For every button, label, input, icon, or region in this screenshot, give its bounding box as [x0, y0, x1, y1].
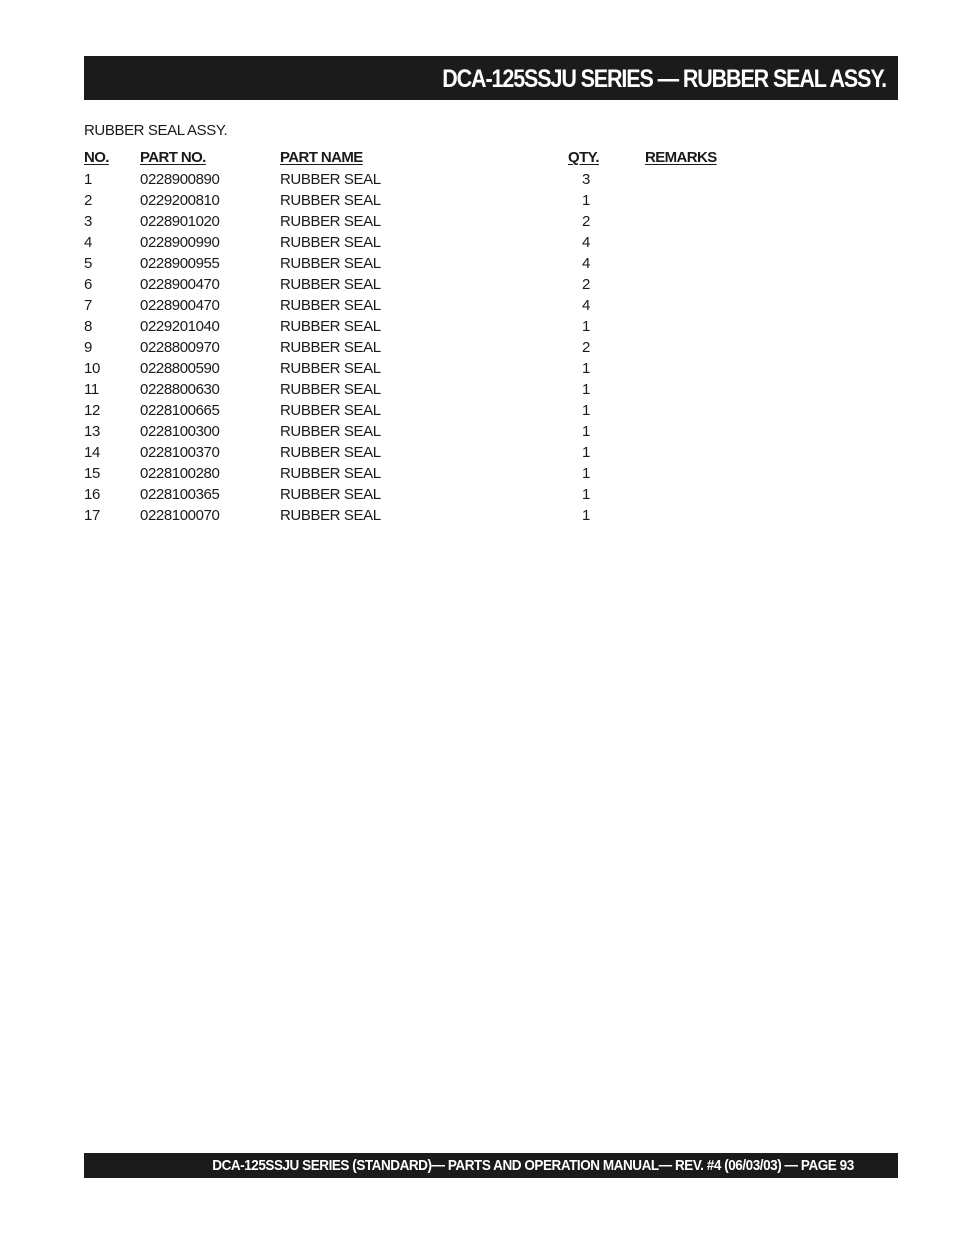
cell-part-no: 0229200810 [140, 192, 220, 209]
cell-part-no: 0228100280 [140, 465, 220, 482]
page-title: DCA-125SSJU SERIES — RUBBER SEAL ASSY. [442, 65, 886, 93]
cell-part-no: 0228100300 [140, 423, 220, 440]
cell-no: 3 [84, 213, 92, 230]
cell-part-no: 0228900470 [140, 276, 220, 293]
cell-part-no: 0228100070 [140, 507, 220, 524]
cell-qty: 1 [582, 507, 590, 524]
parts-table [84, 148, 744, 526]
page-footer-text: DCA-125SSJU SERIES (STANDARD)— PARTS AND OPERATION MANUAL— REV. #4 (06/03/03) — PAGE 93 [212, 1157, 854, 1174]
table-row [84, 484, 744, 505]
cell-part-name: RUBBER SEAL [280, 423, 381, 440]
cell-no: 6 [84, 276, 92, 293]
cell-part-name: RUBBER SEAL [280, 339, 381, 356]
table-row [84, 232, 744, 253]
table-row [84, 295, 744, 316]
table-row [84, 463, 744, 484]
column-header-part-name: PART NAME [280, 149, 363, 166]
cell-qty: 1 [582, 360, 590, 377]
cell-no: 10 [84, 360, 100, 377]
cell-part-name: RUBBER SEAL [280, 486, 381, 503]
cell-part-no: 0228901020 [140, 213, 220, 230]
table-row [84, 358, 744, 379]
cell-part-name: RUBBER SEAL [280, 255, 381, 272]
cell-no: 2 [84, 192, 92, 209]
table-row [84, 400, 744, 421]
column-header-remarks: REMARKS [645, 149, 717, 166]
table-header-row [84, 148, 744, 168]
cell-qty: 4 [582, 297, 590, 314]
table-body [84, 169, 744, 526]
table-row [84, 442, 744, 463]
cell-part-no: 0229201040 [140, 318, 220, 335]
table-row [84, 316, 744, 337]
cell-qty: 2 [582, 339, 590, 356]
cell-part-no: 0228800590 [140, 360, 220, 377]
cell-qty: 1 [582, 444, 590, 461]
cell-part-name: RUBBER SEAL [280, 297, 381, 314]
table-row [84, 505, 744, 526]
column-header-part-no: PART NO. [140, 149, 206, 166]
cell-no: 13 [84, 423, 100, 440]
page-footer-bar [84, 1153, 898, 1178]
cell-part-no: 0228900990 [140, 234, 220, 251]
cell-qty: 1 [582, 423, 590, 440]
cell-no: 11 [84, 381, 99, 398]
cell-part-name: RUBBER SEAL [280, 402, 381, 419]
cell-part-name: RUBBER SEAL [280, 192, 381, 209]
table-row [84, 421, 744, 442]
cell-part-name: RUBBER SEAL [280, 507, 381, 524]
table-row [84, 274, 744, 295]
cell-qty: 3 [582, 171, 590, 188]
table-row [84, 253, 744, 274]
cell-no: 9 [84, 339, 92, 356]
cell-qty: 1 [582, 381, 590, 398]
cell-part-no: 0228100365 [140, 486, 220, 503]
cell-part-name: RUBBER SEAL [280, 234, 381, 251]
cell-qty: 1 [582, 486, 590, 503]
cell-qty: 1 [582, 465, 590, 482]
table-row [84, 190, 744, 211]
cell-part-no: 0228900955 [140, 255, 220, 272]
page-header-bar [84, 56, 898, 100]
cell-part-name: RUBBER SEAL [280, 360, 381, 377]
cell-part-no: 0228800630 [140, 381, 220, 398]
section-title: RUBBER SEAL ASSY. [84, 122, 228, 139]
cell-no: 15 [84, 465, 100, 482]
cell-qty: 1 [582, 192, 590, 209]
column-header-no: NO. [84, 149, 109, 166]
cell-part-no: 0228900470 [140, 297, 220, 314]
cell-part-name: RUBBER SEAL [280, 444, 381, 461]
cell-qty: 4 [582, 255, 590, 272]
cell-part-no: 0228800970 [140, 339, 220, 356]
table-row [84, 379, 744, 400]
cell-qty: 4 [582, 234, 590, 251]
cell-qty: 1 [582, 402, 590, 419]
cell-part-no: 0228100370 [140, 444, 220, 461]
cell-no: 5 [84, 255, 92, 272]
cell-part-name: RUBBER SEAL [280, 465, 381, 482]
column-header-qty: QTY. [568, 149, 599, 166]
cell-no: 14 [84, 444, 100, 461]
cell-qty: 1 [582, 318, 590, 335]
cell-no: 12 [84, 402, 100, 419]
cell-part-name: RUBBER SEAL [280, 171, 381, 188]
cell-qty: 2 [582, 213, 590, 230]
cell-no: 1 [84, 171, 92, 188]
table-row [84, 169, 744, 190]
table-row [84, 211, 744, 232]
cell-no: 8 [84, 318, 92, 335]
cell-no: 16 [84, 486, 100, 503]
cell-part-name: RUBBER SEAL [280, 276, 381, 293]
cell-no: 4 [84, 234, 92, 251]
cell-part-name: RUBBER SEAL [280, 213, 381, 230]
table-row [84, 337, 744, 358]
cell-qty: 2 [582, 276, 590, 293]
cell-part-no: 0228900890 [140, 171, 220, 188]
cell-no: 17 [84, 507, 100, 524]
cell-part-name: RUBBER SEAL [280, 318, 381, 335]
cell-part-name: RUBBER SEAL [280, 381, 381, 398]
cell-no: 7 [84, 297, 92, 314]
cell-part-no: 0228100665 [140, 402, 220, 419]
